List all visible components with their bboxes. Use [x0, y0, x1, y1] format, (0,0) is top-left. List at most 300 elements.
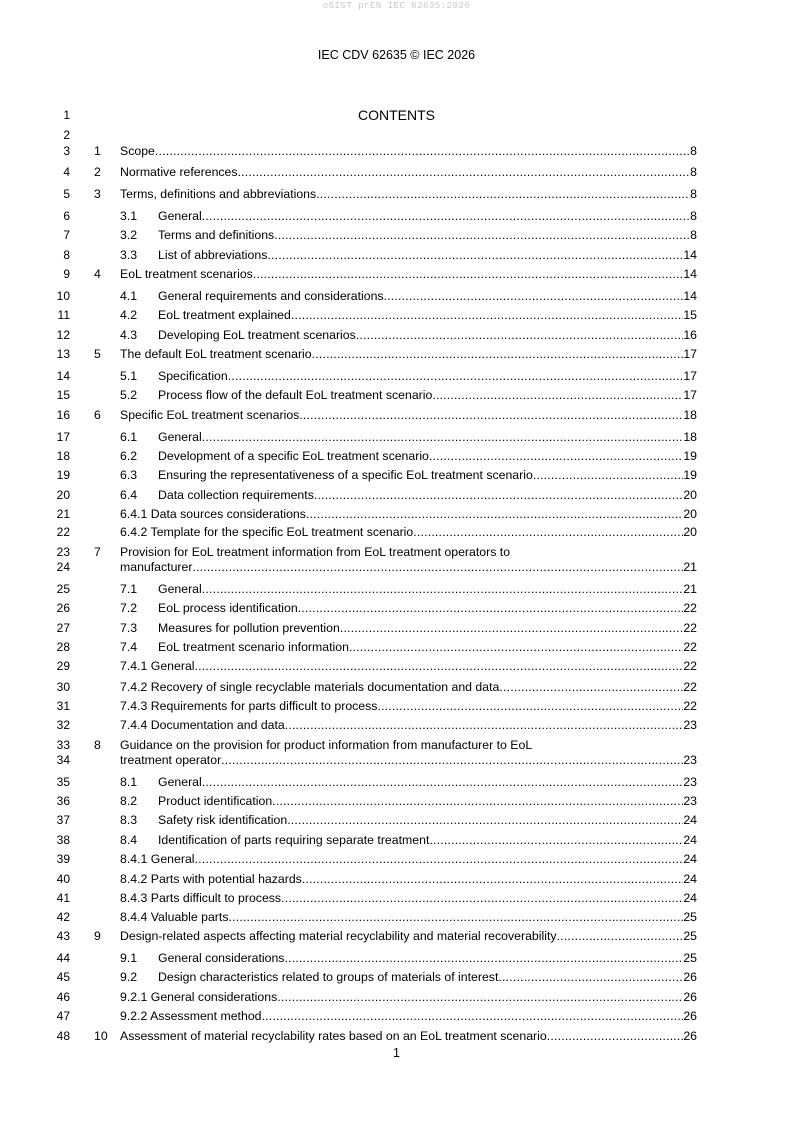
toc-page-number: 24 — [683, 852, 697, 866]
toc-subsection-number: 7.4 — [120, 640, 138, 654]
toc-section-number: 7 — [94, 545, 101, 559]
toc-page-number: 15 — [683, 308, 697, 322]
dot-leader — [202, 582, 684, 596]
toc-entry-line — [158, 640, 697, 654]
toc-entry-title: Specific EoL treatment scenarios — [120, 408, 300, 422]
toc-entry-line — [158, 388, 697, 402]
toc-entry-line — [120, 852, 697, 866]
toc-subsection-number: 7.2 — [120, 601, 138, 615]
toc-entry-line — [158, 369, 697, 383]
toc-entry-title: General considerations — [158, 951, 285, 965]
line-number: 10 — [56, 289, 70, 303]
toc-page-number: 24 — [683, 813, 697, 827]
dot-leader — [277, 990, 683, 1004]
toc-entry-title: 7.4.2 Recovery of single recyclable materials documentation and data — [120, 680, 500, 694]
toc-entry-line — [120, 507, 697, 521]
toc-section-number: 8 — [94, 738, 101, 752]
toc-entry-title: EoL process identification — [158, 601, 298, 615]
line-number: 48 — [56, 1029, 70, 1043]
toc-entry[interactable] — [0, 833, 793, 849]
line-number: 42 — [56, 910, 70, 924]
toc-entry-line — [158, 833, 697, 847]
toc-entry-line — [158, 308, 697, 322]
dot-leader — [155, 144, 690, 158]
line-number: 45 — [56, 970, 70, 984]
document-watermark: oSIST prEN IEC 62635:2026 — [322, 1, 471, 11]
line-number: 9 — [63, 267, 70, 281]
toc-entry[interactable] — [0, 794, 793, 810]
dot-leader — [202, 209, 690, 223]
dot-leader — [202, 775, 684, 789]
toc-entry-line — [158, 209, 697, 223]
toc-entry[interactable] — [0, 640, 793, 656]
toc-entry-line — [120, 872, 697, 886]
toc-entry[interactable] — [0, 408, 793, 424]
toc-subsection-number: 3.3 — [120, 248, 138, 262]
toc-entry[interactable] — [0, 582, 793, 598]
dot-leader — [316, 187, 690, 201]
toc-entry-title: Guidance on the provision for product information from manufacturer to EoL — [120, 738, 533, 752]
toc-entry-title: General — [158, 430, 202, 444]
line-number: 34 — [56, 753, 70, 767]
toc-page-number: 19 — [683, 449, 697, 463]
toc-page-number: 23 — [683, 718, 697, 732]
toc-entry-line — [120, 144, 697, 158]
toc-page-number: 18 — [683, 408, 697, 422]
line-number: 26 — [56, 601, 70, 615]
dot-leader — [340, 621, 683, 635]
line-number: 19 — [56, 468, 70, 482]
toc-entry-title: manufacturer — [120, 560, 193, 574]
toc-entry-line — [120, 560, 697, 574]
toc-entry-line — [158, 970, 697, 984]
toc-entry[interactable] — [0, 248, 793, 264]
toc-page-number: 22 — [683, 601, 697, 615]
toc-entry-line — [158, 468, 697, 482]
line-number: 6 — [63, 209, 70, 223]
toc-entry[interactable] — [0, 449, 793, 465]
page-header: IEC CDV 62635 © IEC 2026 — [317, 48, 476, 62]
toc-page-number: 23 — [683, 775, 697, 789]
line-number: 5 — [63, 187, 70, 201]
toc-entry[interactable] — [0, 488, 793, 504]
toc-entry-title: Data collection requirements — [158, 488, 314, 502]
line-number: 1 — [63, 108, 70, 122]
line-number: 29 — [56, 659, 70, 673]
toc-entry[interactable] — [0, 775, 793, 791]
toc-entry-line — [120, 680, 697, 694]
line-number: 27 — [56, 621, 70, 635]
line-number: 17 — [56, 430, 70, 444]
line-number: 39 — [56, 852, 70, 866]
toc-entry-title: Development of a specific EoL treatment scenario — [158, 449, 429, 463]
toc-entry[interactable] — [0, 680, 793, 696]
toc-entry-line — [120, 753, 697, 767]
dot-leader — [429, 833, 683, 847]
toc-entry[interactable] — [0, 388, 793, 404]
toc-entry[interactable] — [0, 718, 793, 734]
toc-page-number: 17 — [683, 388, 697, 402]
line-number: 36 — [56, 794, 70, 808]
dot-leader — [287, 813, 683, 827]
toc-entry[interactable] — [0, 228, 793, 244]
toc-entry[interactable] — [0, 468, 793, 484]
dot-leader — [274, 228, 690, 242]
toc-entry[interactable] — [0, 738, 793, 754]
toc-subsection-number: 8.4 — [120, 833, 138, 847]
toc-section-number: 4 — [94, 267, 101, 281]
toc-entry-line — [158, 775, 697, 789]
line-number: 3 — [63, 144, 70, 158]
toc-entry-title: Measures for pollution prevention — [158, 621, 340, 635]
toc-page-number: 8 — [690, 165, 697, 179]
toc-entry[interactable] — [0, 209, 793, 225]
dot-leader — [228, 910, 683, 924]
toc-entry[interactable] — [0, 525, 793, 541]
toc-subsection-number: 7.1 — [120, 582, 138, 596]
toc-entry-title: 9.2.1 General considerations — [120, 990, 278, 1004]
dot-leader — [299, 408, 683, 422]
toc-subsection-number: 5.1 — [120, 369, 138, 383]
page-number: 1 — [393, 1046, 400, 1060]
dot-leader — [306, 507, 683, 521]
toc-page-number: 8 — [690, 209, 697, 223]
toc-page-number: 16 — [683, 328, 697, 342]
line-number: 46 — [56, 990, 70, 1004]
toc-entry-title: 8.4.4 Valuable parts — [120, 910, 229, 924]
toc-entry-line — [158, 248, 697, 262]
toc-entry-title: Safety risk identification — [158, 813, 288, 827]
line-number: 38 — [56, 833, 70, 847]
dot-leader — [281, 891, 683, 905]
line-number: 30 — [56, 680, 70, 694]
toc-page-number: 22 — [683, 699, 697, 713]
toc-entry-line — [120, 408, 697, 422]
toc-page-number: 25 — [683, 951, 697, 965]
dot-leader — [499, 680, 683, 694]
toc-entry[interactable] — [0, 347, 793, 363]
dot-leader — [384, 289, 684, 303]
toc-entry[interactable] — [0, 165, 793, 181]
toc-entry-line — [158, 289, 697, 303]
line-number: 28 — [56, 640, 70, 654]
toc-subsection-number: 6.4 — [120, 488, 138, 502]
line-number: 13 — [56, 347, 70, 361]
toc-page-number: 22 — [683, 640, 697, 654]
toc-entry-title: General requirements and considerations — [158, 289, 384, 303]
toc-entry-title: Developing EoL treatment scenarios — [158, 328, 356, 342]
dot-leader — [429, 449, 683, 463]
toc-page-number: 26 — [683, 990, 697, 1004]
toc-entry[interactable] — [0, 891, 793, 907]
toc-entry-line — [158, 228, 697, 242]
line-number: 44 — [56, 951, 70, 965]
toc-entry-line — [158, 328, 697, 342]
dot-leader — [262, 1009, 684, 1023]
toc-entry-title: 7.4.3 Requirements for parts difficult to process — [120, 699, 378, 713]
line-number: 8 — [63, 248, 70, 262]
toc-entry-line — [120, 990, 697, 1004]
toc-section-number: 1 — [94, 144, 101, 158]
line-number: 24 — [56, 560, 70, 574]
toc-page-number: 14 — [683, 267, 697, 281]
toc-entry[interactable] — [0, 308, 793, 324]
toc-page-number: 23 — [683, 794, 697, 808]
toc-entry[interactable] — [0, 699, 793, 715]
toc-page-number: 8 — [690, 228, 697, 242]
line-number: 32 — [56, 718, 70, 732]
toc-entry-line — [158, 621, 697, 635]
toc-page-number: 20 — [683, 525, 697, 539]
toc-entry-title: EoL treatment scenarios — [120, 267, 253, 281]
toc-section-number: 3 — [94, 187, 101, 201]
toc-entry[interactable] — [0, 507, 793, 523]
toc-subsection-number: 4.1 — [120, 289, 138, 303]
toc-page-number: 22 — [683, 659, 697, 673]
toc-entry-line — [120, 165, 697, 179]
toc-entry[interactable] — [0, 560, 793, 576]
toc-entry[interactable] — [0, 621, 793, 637]
toc-entry[interactable] — [0, 601, 793, 617]
toc-entry-title: Identification of parts requiring separate treatment — [158, 833, 430, 847]
toc-entry-title: Terms and definitions — [158, 228, 275, 242]
toc-subsection-number: 3.2 — [120, 228, 138, 242]
toc-entry-line — [120, 1009, 697, 1023]
toc-subsection-number: 9.2 — [120, 970, 138, 984]
dot-leader — [498, 970, 683, 984]
line-number: 35 — [56, 775, 70, 789]
toc-entry[interactable] — [0, 753, 793, 769]
toc-entry-title: General — [158, 775, 202, 789]
line-number: 40 — [56, 872, 70, 886]
toc-entry[interactable] — [0, 289, 793, 305]
toc-entry-title: Process flow of the default EoL treatment scenario — [158, 388, 433, 402]
toc-entry-line — [158, 488, 697, 502]
toc-entry-title: Assessment of material recyclability rates based on an EoL treatment scenario — [120, 1029, 547, 1043]
toc-entry-line — [158, 430, 697, 444]
dot-leader — [314, 488, 683, 502]
dot-leader — [547, 1029, 684, 1043]
toc-entry[interactable] — [0, 369, 793, 385]
toc-entry-line — [120, 659, 697, 673]
line-number: 47 — [56, 1009, 70, 1023]
toc-entry-title: Design-related aspects affecting material recyclability and material recoverability — [120, 929, 557, 943]
toc-entry-title: 7.4.1 General — [120, 659, 195, 673]
line-number: 18 — [56, 449, 70, 463]
toc-entry-line — [158, 582, 697, 596]
toc-entry-title: Product identification — [158, 794, 273, 808]
toc-entry-title: treatment operator — [120, 753, 222, 767]
toc-entry-title: EoL treatment scenario information — [158, 640, 349, 654]
toc-entry-title: 8.4.3 Parts difficult to process — [120, 891, 282, 905]
toc-page-number: 8 — [690, 144, 697, 158]
toc-entry-title: Specification — [158, 369, 228, 383]
toc-entry[interactable] — [0, 990, 793, 1006]
dot-leader — [533, 468, 684, 482]
toc-entry[interactable] — [0, 144, 793, 160]
toc-subsection-number: 6.1 — [120, 430, 138, 444]
toc-page-number: 22 — [683, 621, 697, 635]
line-number: 2 — [63, 128, 70, 142]
toc-page-number: 17 — [683, 369, 697, 383]
line-number: 4 — [63, 165, 70, 179]
dot-leader — [221, 753, 683, 767]
line-number: 12 — [56, 328, 70, 342]
toc-subsection-number: 6.3 — [120, 468, 138, 482]
toc-page-number: 19 — [683, 468, 697, 482]
toc-section-number: 2 — [94, 165, 101, 179]
toc-section-number: 10 — [94, 1029, 108, 1043]
toc-page-number: 25 — [683, 910, 697, 924]
toc-page-number: 24 — [683, 833, 697, 847]
toc-entry[interactable] — [0, 813, 793, 829]
toc-subsection-number: 4.3 — [120, 328, 138, 342]
toc-entry-line — [120, 891, 697, 905]
line-number: 22 — [56, 525, 70, 539]
toc-subsection-number: 7.3 — [120, 621, 138, 635]
dot-leader — [302, 872, 683, 886]
line-number: 31 — [56, 699, 70, 713]
line-number: 33 — [56, 738, 70, 752]
toc-entry-line — [120, 718, 697, 732]
toc-entry[interactable] — [0, 267, 793, 283]
toc-page-number: 17 — [683, 347, 697, 361]
toc-page-number: 22 — [683, 680, 697, 694]
toc-entry[interactable] — [0, 872, 793, 888]
toc-page-number: 24 — [683, 872, 697, 886]
dot-leader — [413, 525, 683, 539]
toc-entry-title: Normative references — [120, 165, 238, 179]
line-number: 20 — [56, 488, 70, 502]
dot-leader — [312, 347, 684, 361]
toc-entry-line — [120, 929, 697, 943]
toc-entry-line — [120, 910, 697, 924]
toc-entry-line — [120, 347, 697, 361]
toc-entry-title: Provision for EoL treatment information from EoL treatment operators to — [120, 545, 511, 559]
line-number: 11 — [57, 308, 70, 322]
dot-leader — [272, 794, 683, 808]
toc-entry[interactable] — [0, 910, 793, 926]
toc-entry-title: 6.4.2 Template for the specific EoL treatment scenario — [120, 525, 414, 539]
line-number: 16 — [56, 408, 70, 422]
toc-entry-title: General — [158, 209, 202, 223]
dot-leader — [267, 248, 683, 262]
toc-entry-line — [120, 699, 697, 713]
toc-entry[interactable] — [0, 659, 793, 675]
toc-entry[interactable] — [0, 852, 793, 868]
line-number: 37 — [56, 813, 70, 827]
toc-entry[interactable] — [0, 430, 793, 446]
dot-leader — [291, 308, 683, 322]
dot-leader — [432, 388, 683, 402]
toc-page-number: 24 — [683, 891, 697, 905]
toc-entry[interactable] — [0, 929, 793, 945]
line-number: 23 — [56, 545, 70, 559]
toc-entry-line — [158, 951, 697, 965]
toc-page-number: 21 — [683, 560, 697, 574]
toc-entry-title: Ensuring the representativeness of a specific EoL treatment scenario — [158, 468, 533, 482]
contents-heading: CONTENTS — [358, 107, 435, 123]
toc-page-number: 18 — [683, 430, 697, 444]
toc-page-number: 14 — [683, 289, 697, 303]
toc-entry-line — [158, 813, 697, 827]
toc-entry[interactable] — [0, 545, 793, 561]
line-number: 14 — [56, 369, 70, 383]
toc-entry[interactable] — [0, 187, 793, 203]
toc-page-number: 8 — [690, 187, 697, 201]
toc-subsection-number: 8.3 — [120, 813, 138, 827]
dot-leader — [298, 601, 684, 615]
line-number: 43 — [56, 929, 70, 943]
toc-entry-line — [158, 794, 697, 808]
toc-page-number: 26 — [683, 1009, 697, 1023]
toc-subsection-number: 8.2 — [120, 794, 138, 808]
dot-leader — [238, 165, 691, 179]
toc-entry-line — [120, 187, 697, 201]
toc-page-number: 20 — [683, 488, 697, 502]
toc-section-number: 6 — [94, 408, 101, 422]
toc-page-number: 26 — [683, 970, 697, 984]
toc-entry-title: 8.4.1 General — [120, 852, 195, 866]
toc-page-number: 23 — [683, 753, 697, 767]
toc-entry-title: Scope — [120, 144, 155, 158]
toc-subsection-number: 6.2 — [120, 449, 138, 463]
toc-entry[interactable] — [0, 1009, 793, 1025]
toc-subsection-number: 4.2 — [120, 308, 138, 322]
toc-subsection-number: 5.2 — [120, 388, 138, 402]
toc-page-number: 25 — [683, 929, 697, 943]
dot-leader — [195, 659, 684, 673]
dot-leader — [356, 328, 684, 342]
toc-entry[interactable] — [0, 970, 793, 986]
line-number: 15 — [56, 388, 70, 402]
toc-page-number: 20 — [683, 507, 697, 521]
toc-entry-title: General — [158, 582, 202, 596]
toc-entry-line — [120, 525, 697, 539]
line-number: 41 — [56, 891, 70, 905]
line-number: 21 — [56, 507, 70, 521]
toc-entry-title: 6.4.1 Data sources considerations — [120, 507, 306, 521]
dot-leader — [284, 951, 683, 965]
toc-entry-line — [120, 1029, 697, 1043]
toc-section-number: 9 — [94, 929, 101, 943]
dot-leader — [195, 852, 684, 866]
toc-entry-line — [158, 449, 697, 463]
toc-entry-title: List of abbreviations — [158, 248, 268, 262]
dot-leader — [228, 369, 684, 383]
dot-leader — [285, 718, 684, 732]
toc-entry[interactable] — [0, 328, 793, 344]
toc-entry-title: 7.4.4 Documentation and data — [120, 718, 285, 732]
toc-subsection-number: 9.1 — [120, 951, 138, 965]
toc-section-number: 5 — [94, 347, 101, 361]
toc-page-number: 14 — [683, 248, 697, 262]
toc-entry-line — [158, 601, 697, 615]
toc-entry-title: 9.2.2 Assessment method — [120, 1009, 262, 1023]
toc-entry[interactable] — [0, 951, 793, 967]
line-number: 7 — [63, 228, 70, 242]
dot-leader — [349, 640, 683, 654]
dot-leader — [202, 430, 684, 444]
toc-subsection-number: 8.1 — [120, 775, 138, 789]
toc-entry-title: Design characteristics related to groups of materials of interest — [158, 970, 499, 984]
toc-entry-line — [120, 267, 697, 281]
toc-entry-title: 8.4.2 Parts with potential hazards — [120, 872, 302, 886]
toc-entry[interactable] — [0, 1029, 793, 1045]
toc-entry-title: The default EoL treatment scenario — [120, 347, 312, 361]
line-number: 25 — [56, 582, 70, 596]
toc-subsection-number: 3.1 — [120, 209, 138, 223]
